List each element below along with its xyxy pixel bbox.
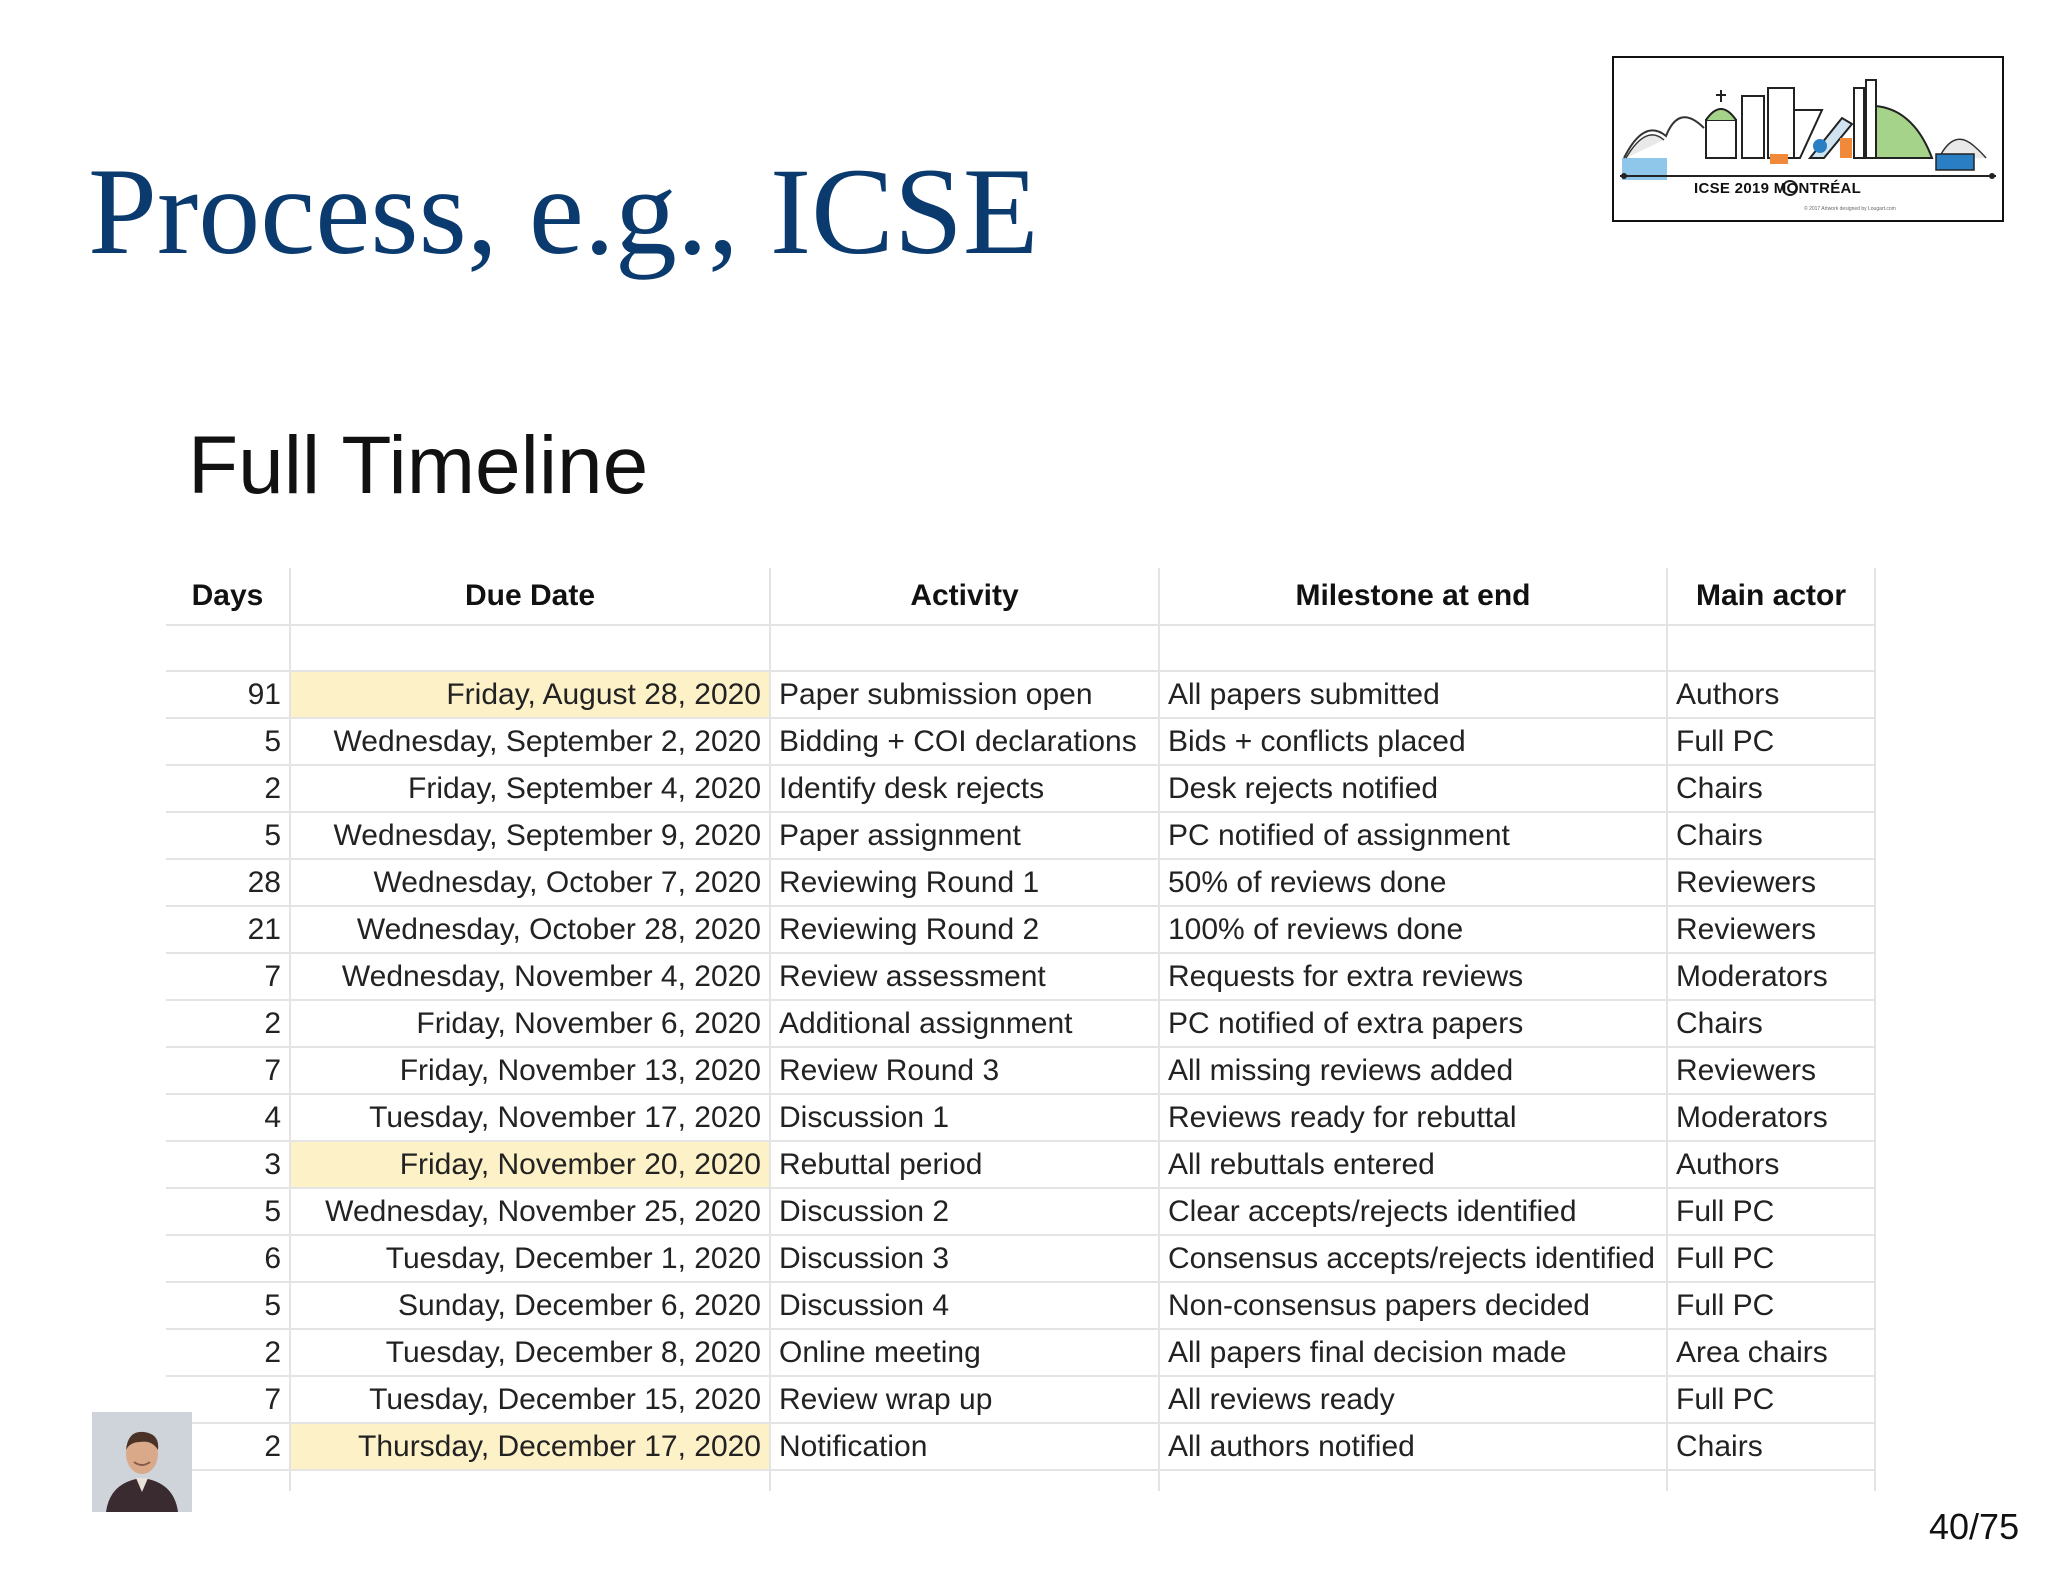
- days-cell: 5: [166, 812, 290, 859]
- slide-title: Process, e.g., ICSE: [88, 143, 1039, 280]
- activity-cell: Discussion 2: [770, 1188, 1159, 1235]
- main-actor-cell: Chairs: [1667, 1000, 1875, 1047]
- icse-2019-montreal-logo: [1612, 56, 2004, 222]
- due-date-cell: Friday, November 13, 2020: [290, 1047, 770, 1094]
- days-cell: 5: [166, 1188, 290, 1235]
- days-cell: 28: [166, 859, 290, 906]
- activity-cell: Review Round 3: [770, 1047, 1159, 1094]
- empty-row: [166, 625, 1875, 671]
- table-row: [166, 718, 1875, 765]
- activity-cell: Review wrap up: [770, 1376, 1159, 1423]
- due-date-cell: Wednesday, October 28, 2020: [290, 906, 770, 953]
- timeline-table: [166, 568, 1876, 1491]
- main-actor-cell: Full PC: [1667, 1282, 1875, 1329]
- due-date-cell: Wednesday, November 4, 2020: [290, 953, 770, 1000]
- milestone-cell: Desk rejects notified: [1159, 765, 1667, 812]
- header-row: [166, 568, 1875, 625]
- table-row: [166, 671, 1875, 718]
- due-date-cell: Friday, November 6, 2020: [290, 1000, 770, 1047]
- activity-cell: Discussion 1: [770, 1094, 1159, 1141]
- table-row: [166, 1141, 1875, 1188]
- main-actor-cell: Chairs: [1667, 1423, 1875, 1470]
- due-date-cell: Friday, August 28, 2020: [290, 671, 770, 718]
- main-actor-cell: Area chairs: [1667, 1329, 1875, 1376]
- column-header-due-date: Due Date: [290, 568, 770, 625]
- table-row: [166, 1188, 1875, 1235]
- milestone-cell: PC notified of extra papers: [1159, 1000, 1667, 1047]
- table-row: [166, 906, 1875, 953]
- page-number: 40/75: [1929, 1506, 2020, 1547]
- milestone-cell: Bids + conflicts placed: [1159, 718, 1667, 765]
- table-row: [166, 1329, 1875, 1376]
- activity-cell: Discussion 3: [770, 1235, 1159, 1282]
- activity-cell: Notification: [770, 1423, 1159, 1470]
- due-date-cell: Wednesday, September 9, 2020: [290, 812, 770, 859]
- days-cell: 2: [166, 1000, 290, 1047]
- milestone-cell: Non-consensus papers decided: [1159, 1282, 1667, 1329]
- milestone-cell: All missing reviews added: [1159, 1047, 1667, 1094]
- activity-cell: Bidding + COI declarations: [770, 718, 1159, 765]
- main-actor-cell: Authors: [1667, 1141, 1875, 1188]
- activity-cell: Additional assignment: [770, 1000, 1159, 1047]
- activity-cell: Reviewing Round 2: [770, 906, 1159, 953]
- days-cell: 7: [166, 953, 290, 1000]
- days-cell: 2: [166, 765, 290, 812]
- milestone-cell: 50% of reviews done: [1159, 859, 1667, 906]
- column-header-milestone: Milestone at end: [1159, 568, 1667, 625]
- due-date-cell: Tuesday, December 8, 2020: [290, 1329, 770, 1376]
- table-row: [166, 859, 1875, 906]
- main-actor-cell: Chairs: [1667, 765, 1875, 812]
- days-cell: 21: [166, 906, 290, 953]
- main-actor-cell: Moderators: [1667, 953, 1875, 1000]
- milestone-cell: 100% of reviews done: [1159, 906, 1667, 953]
- due-date-cell: Friday, September 4, 2020: [290, 765, 770, 812]
- activity-cell: Identify desk rejects: [770, 765, 1159, 812]
- milestone-cell: All rebuttals entered: [1159, 1141, 1667, 1188]
- activity-cell: Rebuttal period: [770, 1141, 1159, 1188]
- due-date-cell: Tuesday, December 15, 2020: [290, 1376, 770, 1423]
- activity-cell: Review assessment: [770, 953, 1159, 1000]
- main-actor-cell: Full PC: [1667, 1376, 1875, 1423]
- milestone-cell: Reviews ready for rebuttal: [1159, 1094, 1667, 1141]
- days-cell: 3: [166, 1141, 290, 1188]
- days-cell: 6: [166, 1235, 290, 1282]
- table-row: [166, 1423, 1875, 1470]
- table-row: [166, 1282, 1875, 1329]
- milestone-cell: All papers submitted: [1159, 671, 1667, 718]
- days-cell: 5: [166, 718, 290, 765]
- speaker-avatar-icon: [92, 1412, 192, 1512]
- due-date-cell: Sunday, December 6, 2020: [290, 1282, 770, 1329]
- table-row: [166, 1376, 1875, 1423]
- table-row: [166, 1094, 1875, 1141]
- due-date-cell: Wednesday, September 2, 2020: [290, 718, 770, 765]
- milestone-cell: All authors notified: [1159, 1423, 1667, 1470]
- milestone-cell: Clear accepts/rejects identified: [1159, 1188, 1667, 1235]
- logo-credit: © 2017 Artwork designed by Lougart.com: [1804, 206, 1896, 212]
- due-date-cell: Thursday, December 17, 2020: [290, 1423, 770, 1470]
- main-actor-cell: Reviewers: [1667, 1047, 1875, 1094]
- timeline-body: [166, 625, 1875, 1491]
- activity-cell: Reviewing Round 1: [770, 859, 1159, 906]
- milestone-cell: All reviews ready: [1159, 1376, 1667, 1423]
- speaker-photo: [92, 1412, 192, 1512]
- activity-cell: Online meeting: [770, 1329, 1159, 1376]
- activity-cell: Paper submission open: [770, 671, 1159, 718]
- days-cell: 91: [166, 671, 290, 718]
- days-cell: 4: [166, 1094, 290, 1141]
- main-actor-cell: Reviewers: [1667, 906, 1875, 953]
- days-cell: 5: [166, 1282, 290, 1329]
- milestone-cell: Consensus accepts/rejects identified: [1159, 1235, 1667, 1282]
- due-date-cell: Tuesday, December 1, 2020: [290, 1235, 770, 1282]
- main-actor-cell: Reviewers: [1667, 859, 1875, 906]
- activity-cell: Paper assignment: [770, 812, 1159, 859]
- milestone-cell: All papers final decision made: [1159, 1329, 1667, 1376]
- days-cell: 2: [166, 1329, 290, 1376]
- days-cell: 7: [166, 1047, 290, 1094]
- milestone-cell: Requests for extra reviews: [1159, 953, 1667, 1000]
- table-row: [166, 1235, 1875, 1282]
- column-header-main-actor: Main actor: [1667, 568, 1875, 625]
- table-row: [166, 1000, 1875, 1047]
- table-row: [166, 765, 1875, 812]
- trailing-empty-row: [166, 1470, 1875, 1491]
- activity-cell: Discussion 4: [770, 1282, 1159, 1329]
- logo-text: ICSE 2019 MONTRÉAL: [1694, 180, 1862, 197]
- table-row: [166, 1047, 1875, 1094]
- main-actor-cell: Moderators: [1667, 1094, 1875, 1141]
- milestone-cell: PC notified of assignment: [1159, 812, 1667, 859]
- table-row: [166, 812, 1875, 859]
- days-cell: 2: [166, 1423, 290, 1470]
- main-actor-cell: Chairs: [1667, 812, 1875, 859]
- due-date-cell: Wednesday, October 7, 2020: [290, 859, 770, 906]
- due-date-cell: Wednesday, November 25, 2020: [290, 1188, 770, 1235]
- due-date-cell: Tuesday, November 17, 2020: [290, 1094, 770, 1141]
- column-header-days: Days: [166, 568, 290, 625]
- due-date-cell: Friday, November 20, 2020: [290, 1141, 770, 1188]
- column-header-activity: Activity: [770, 568, 1159, 625]
- main-actor-cell: Full PC: [1667, 1235, 1875, 1282]
- days-cell: 7: [166, 1376, 290, 1423]
- main-actor-cell: Full PC: [1667, 718, 1875, 765]
- table-row: [166, 953, 1875, 1000]
- main-actor-cell: Full PC: [1667, 1188, 1875, 1235]
- main-actor-cell: Authors: [1667, 671, 1875, 718]
- section-heading: Full Timeline: [188, 420, 649, 511]
